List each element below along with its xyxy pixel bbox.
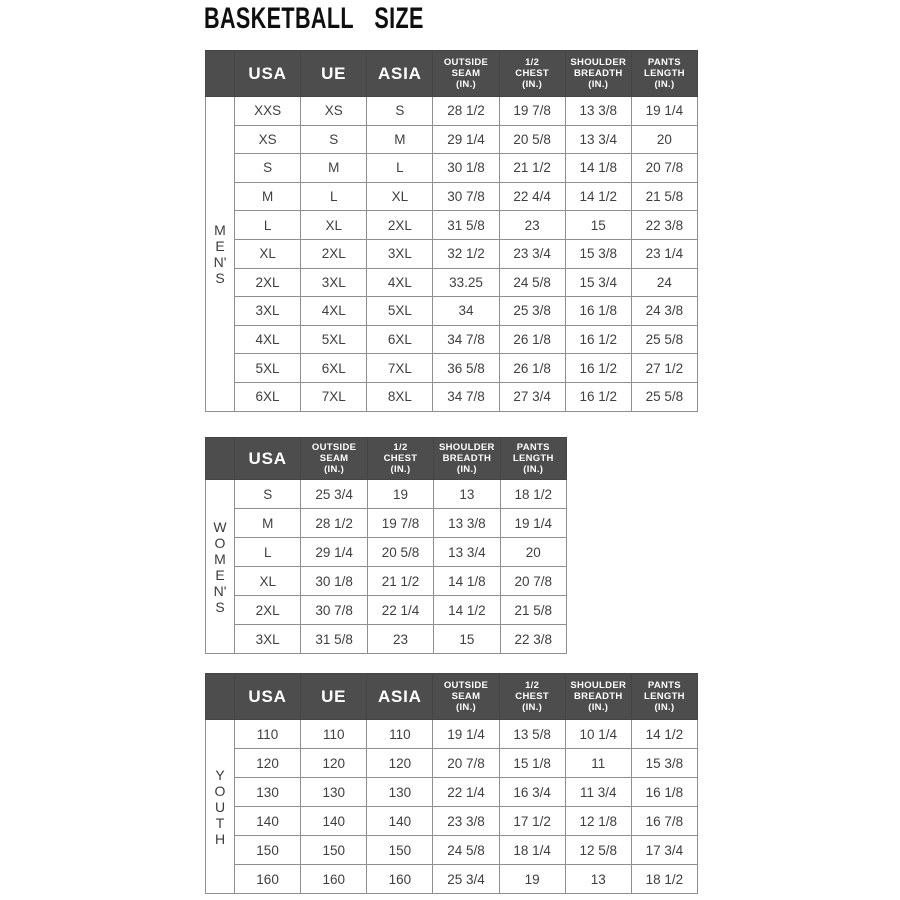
size-cell: XXS (235, 97, 301, 126)
size-cell: S (235, 154, 301, 183)
size-cell: 23 1/4 (631, 239, 697, 268)
column-header: UE (301, 674, 367, 720)
column-header: OUTSIDE SEAM (IN.) (433, 51, 499, 97)
size-cell: 130 (367, 778, 433, 807)
size-cell: 19 (499, 865, 565, 894)
column-header: ASIA (367, 674, 433, 720)
size-cell: 8XL (367, 382, 433, 411)
size-cell: 5XL (235, 354, 301, 383)
size-cell: L (235, 211, 301, 240)
size-cell: 18 1/2 (631, 865, 697, 894)
size-cell: 140 (235, 807, 301, 836)
size-cell: 13 (434, 480, 500, 509)
size-cell: 13 3/4 (434, 538, 500, 567)
size-cell: 16 1/8 (565, 297, 631, 326)
size-cell: 21 5/8 (500, 596, 566, 625)
size-cell: 120 (235, 749, 301, 778)
size-cell: 6XL (367, 325, 433, 354)
size-cell: 19 1/4 (500, 509, 566, 538)
column-header: USA (235, 438, 301, 480)
size-cell: 20 5/8 (499, 125, 565, 154)
size-cell: 20 5/8 (367, 538, 433, 567)
size-cell: M (235, 182, 301, 211)
size-cell: 11 3/4 (565, 778, 631, 807)
size-cell: XL (235, 239, 301, 268)
size-cell: 13 (565, 865, 631, 894)
size-cell: 16 1/2 (565, 325, 631, 354)
size-cell: 19 1/4 (433, 720, 499, 749)
table-row (206, 125, 698, 154)
size-cell: 34 7/8 (433, 382, 499, 411)
column-header: PANTS LENGTH (IN.) (631, 674, 697, 720)
size-cell: 23 3/4 (499, 239, 565, 268)
size-cell: XL (301, 211, 367, 240)
size-cell: 3XL (235, 625, 301, 654)
header-corner (206, 674, 235, 720)
size-cell: XS (301, 97, 367, 126)
mens-header-row (206, 51, 698, 97)
size-cell: 4XL (235, 325, 301, 354)
size-cell: 31 5/8 (433, 211, 499, 240)
size-cell: 10 1/4 (565, 720, 631, 749)
size-cell: 22 4/4 (499, 182, 565, 211)
size-cell: 7XL (367, 354, 433, 383)
size-cell: 12 1/8 (565, 807, 631, 836)
womens-size-table (205, 437, 567, 654)
size-cell: 13 3/8 (434, 509, 500, 538)
size-cell: 24 (631, 268, 697, 297)
size-cell: 15 1/8 (499, 749, 565, 778)
table-row (206, 239, 698, 268)
size-cell: 23 (367, 625, 433, 654)
size-cell: 25 3/4 (301, 480, 367, 509)
size-cell: 25 5/8 (631, 382, 697, 411)
size-cell: 19 7/8 (367, 509, 433, 538)
size-cell: 2XL (235, 596, 301, 625)
table-row (206, 154, 698, 183)
table-row (206, 567, 567, 596)
size-cell: XL (367, 182, 433, 211)
size-cell: XL (235, 567, 301, 596)
size-cell: M (301, 154, 367, 183)
size-cell: 120 (367, 749, 433, 778)
size-cell: 34 7/8 (433, 325, 499, 354)
table-row (206, 720, 698, 749)
size-cell: 16 3/4 (499, 778, 565, 807)
size-cell: 33.25 (433, 268, 499, 297)
column-header: SHOULDER BREADTH (IN.) (565, 51, 631, 97)
size-cell: 30 7/8 (433, 182, 499, 211)
table-row (206, 749, 698, 778)
size-cell: 16 1/8 (631, 778, 697, 807)
size-cell: S (367, 97, 433, 126)
table-row (206, 268, 698, 297)
size-cell: 20 7/8 (631, 154, 697, 183)
mens-group-label: M E N' S (206, 97, 235, 412)
size-cell: 3XL (235, 297, 301, 326)
size-cell: 32 1/2 (433, 239, 499, 268)
size-cell: 36 5/8 (433, 354, 499, 383)
size-cell: XS (235, 125, 301, 154)
size-cell: 16 1/2 (565, 354, 631, 383)
size-cell: 15 (565, 211, 631, 240)
table-row (206, 325, 698, 354)
size-cell: 6XL (235, 382, 301, 411)
column-header: 1/2 CHEST (IN.) (367, 438, 433, 480)
size-cell: 23 3/8 (433, 807, 499, 836)
size-cell: 26 1/8 (499, 325, 565, 354)
column-header: ASIA (367, 51, 433, 97)
size-cell: 130 (235, 778, 301, 807)
size-cell: 25 3/8 (499, 297, 565, 326)
size-cell: 14 1/2 (631, 720, 697, 749)
column-header: OUTSIDE SEAM (IN.) (301, 438, 367, 480)
size-cell: 25 5/8 (631, 325, 697, 354)
table-row (206, 382, 698, 411)
size-cell: 21 1/2 (499, 154, 565, 183)
size-cell: 120 (301, 749, 367, 778)
size-cell: L (301, 182, 367, 211)
size-cell: 150 (235, 836, 301, 865)
size-cell: M (367, 125, 433, 154)
size-cell: 150 (301, 836, 367, 865)
size-cell: 30 1/8 (433, 154, 499, 183)
size-cell: 140 (301, 807, 367, 836)
mens-size-table (205, 50, 698, 412)
column-header: 1/2 CHEST (IN.) (499, 674, 565, 720)
table-row (206, 807, 698, 836)
table-row (206, 865, 698, 894)
table-row (206, 778, 698, 807)
table-row (206, 297, 698, 326)
size-cell: 22 3/8 (500, 625, 566, 654)
size-cell: 24 3/8 (631, 297, 697, 326)
size-cell: 11 (565, 749, 631, 778)
table-row (206, 354, 698, 383)
column-header: USA (235, 51, 301, 97)
size-cell: 15 3/4 (565, 268, 631, 297)
size-cell: 14 1/8 (565, 154, 631, 183)
column-header: 1/2 CHEST (IN.) (499, 51, 565, 97)
size-cell: 29 1/4 (301, 538, 367, 567)
size-cell: 2XL (301, 239, 367, 268)
column-header: UE (301, 51, 367, 97)
youth-header-row (206, 674, 698, 720)
size-cell: 25 3/4 (433, 865, 499, 894)
size-cell: 21 5/8 (631, 182, 697, 211)
header-corner (206, 51, 235, 97)
size-cell: 20 (631, 125, 697, 154)
column-header: PANTS LENGTH (IN.) (500, 438, 566, 480)
size-cell: 14 1/2 (434, 596, 500, 625)
size-cell: 13 5/8 (499, 720, 565, 749)
size-cell: 7XL (301, 382, 367, 411)
size-cell: 110 (235, 720, 301, 749)
size-cell: 19 1/4 (631, 97, 697, 126)
size-cell: 15 3/8 (565, 239, 631, 268)
size-cell: 27 1/2 (631, 354, 697, 383)
size-cell: 14 1/2 (565, 182, 631, 211)
size-cell: 110 (301, 720, 367, 749)
size-cell: 13 3/8 (565, 97, 631, 126)
table-row (206, 836, 698, 865)
size-cell: 5XL (301, 325, 367, 354)
column-header: SHOULDER BREADTH (IN.) (434, 438, 500, 480)
size-cell: 23 (499, 211, 565, 240)
size-cell: 2XL (235, 268, 301, 297)
size-cell: 24 5/8 (433, 836, 499, 865)
column-header: PANTS LENGTH (IN.) (631, 51, 697, 97)
size-cell: 26 1/8 (499, 354, 565, 383)
size-cell: S (235, 480, 301, 509)
womens-header-row (206, 438, 567, 480)
size-cell: L (367, 154, 433, 183)
size-cell: 6XL (301, 354, 367, 383)
youth-group-label: Y O U T H (206, 720, 235, 894)
size-cell: 30 1/8 (301, 567, 367, 596)
size-cell: 31 5/8 (301, 625, 367, 654)
size-cell: 4XL (301, 297, 367, 326)
size-cell: 13 3/4 (565, 125, 631, 154)
womens-group-label: W O M E N' S (206, 480, 235, 654)
size-cell: 16 1/2 (565, 382, 631, 411)
size-cell: 160 (367, 865, 433, 894)
column-header: OUTSIDE SEAM (IN.) (433, 674, 499, 720)
size-cell: 18 1/2 (500, 480, 566, 509)
size-cell: 19 (367, 480, 433, 509)
size-cell: 160 (301, 865, 367, 894)
column-header: USA (235, 674, 301, 720)
size-cell: 28 1/2 (433, 97, 499, 126)
size-cell: 20 (500, 538, 566, 567)
column-header: SHOULDER BREADTH (IN.) (565, 674, 631, 720)
size-cell: 22 1/4 (433, 778, 499, 807)
size-cell: 3XL (301, 268, 367, 297)
size-cell: 17 1/2 (499, 807, 565, 836)
page-title: BASKETBALL SIZE (204, 2, 424, 35)
size-cell: 3XL (367, 239, 433, 268)
size-cell: 18 1/4 (499, 836, 565, 865)
table-row (206, 538, 567, 567)
size-cell: 15 3/8 (631, 749, 697, 778)
size-cell: 110 (367, 720, 433, 749)
size-cell: L (235, 538, 301, 567)
size-cell: 150 (367, 836, 433, 865)
size-cell: 29 1/4 (433, 125, 499, 154)
size-cell: 12 5/8 (565, 836, 631, 865)
size-cell: 140 (367, 807, 433, 836)
size-cell: 130 (301, 778, 367, 807)
table-row (206, 509, 567, 538)
size-cell: 21 1/2 (367, 567, 433, 596)
size-cell: 34 (433, 297, 499, 326)
size-cell: 2XL (367, 211, 433, 240)
size-cell: 4XL (367, 268, 433, 297)
size-cell: 28 1/2 (301, 509, 367, 538)
size-cell: 20 7/8 (500, 567, 566, 596)
size-cell: 19 7/8 (499, 97, 565, 126)
size-cell: 22 1/4 (367, 596, 433, 625)
size-cell: 15 (434, 625, 500, 654)
table-row (206, 97, 698, 126)
table-row (206, 211, 698, 240)
table-row (206, 480, 567, 509)
size-cell: 14 1/8 (434, 567, 500, 596)
size-cell: M (235, 509, 301, 538)
size-cell: 5XL (367, 297, 433, 326)
table-row (206, 596, 567, 625)
size-cell: S (301, 125, 367, 154)
table-row (206, 625, 567, 654)
size-cell: 16 7/8 (631, 807, 697, 836)
size-cell: 160 (235, 865, 301, 894)
table-row (206, 182, 698, 211)
size-cell: 17 3/4 (631, 836, 697, 865)
size-cell: 20 7/8 (433, 749, 499, 778)
size-cell: 27 3/4 (499, 382, 565, 411)
header-corner (206, 438, 235, 480)
size-cell: 24 5/8 (499, 268, 565, 297)
size-cell: 30 7/8 (301, 596, 367, 625)
size-cell: 22 3/8 (631, 211, 697, 240)
youth-size-table (205, 673, 698, 894)
